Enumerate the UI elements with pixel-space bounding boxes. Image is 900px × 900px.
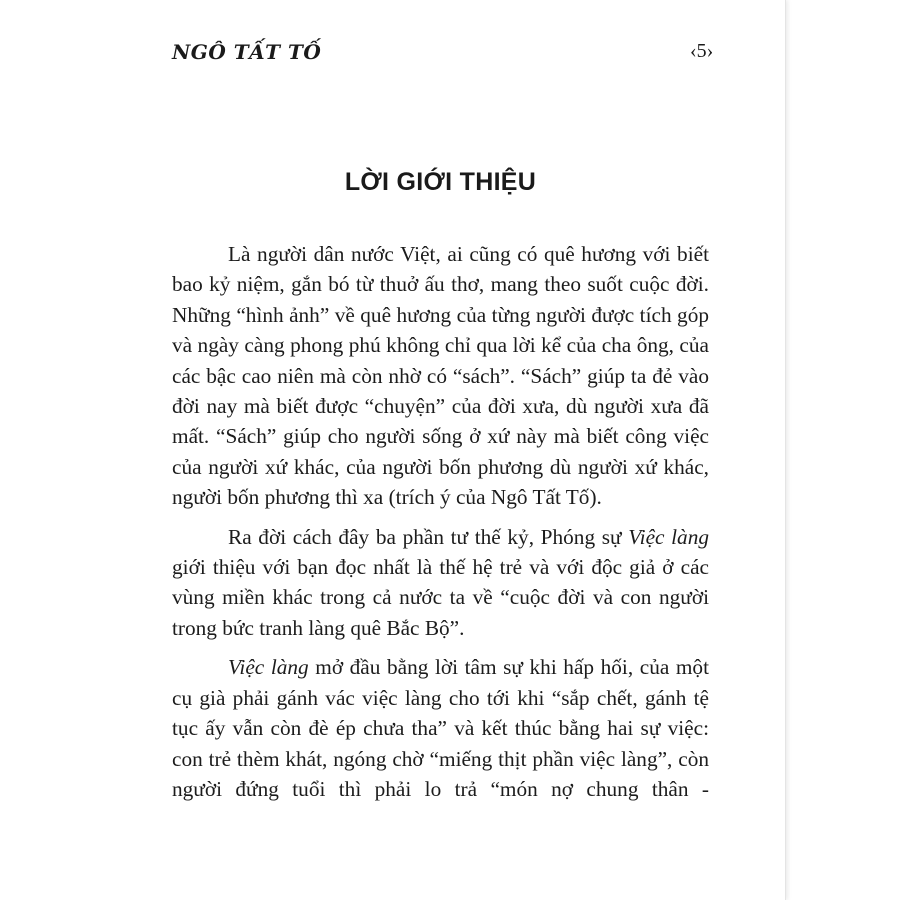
page-number: ‹5› [690,40,714,62]
paragraph-3-text: mở đầu bằng lời tâm sự khi hấp hối, của một cụ già phải gánh vác việc làng cho tới khi “sắp chết, gánh tệ tục ấy vẫn còn đè ép chưa tha” và kết thúc bằng hai sự việc: con trẻ thèm khát, ngóng chờ “miếng thịt phần việc làng”, còn người đứng tuổi thì phải lo trả “món nợ chung thân - [172,655,709,801]
paragraph-1 [172,239,709,513]
book-title-italic: Việc làng [628,524,709,549]
paragraph-3 [172,652,709,804]
running-header-author: NGÔ TẤT TỐ [172,40,322,64]
chapter-title: LỜI GIỚI THIỆU [344,168,537,196]
body-text [172,239,709,804]
paragraph-2-text-a: Ra đời cách đây ba phần tư thế kỷ, Phóng sự [228,524,629,549]
paragraph-2 [172,522,709,644]
paragraph-2-text-b: giới thiệu với bạn đọc nhất là thế hệ trẻ và với độc giả ở các vùng miền khác trong cả nước ta về “cuộc đời và con người trong bức tranh làng quê Bắc Bộ”. [172,555,709,640]
book-title-italic: Việc làng [228,655,309,680]
paragraph-1-text: Là người dân nước Việt, ai cũng có quê hương với biết bao kỷ niệm, gắn bó từ thuở ấu thơ, mang theo suốt cuộc đời. Những “hình ảnh” về quê hương của từng người được tích góp và ngày càng phong phú không chỉ qua lời kể của cha ông, của các bậc cao niên mà còn nhờ có “sách”. “Sách” giúp ta đẻ vào đời nay mà biết được “chuyện” của đời xưa, dù người xưa đã mất. “Sách” giúp cho người sống ở xứ này mà biết công việc của người xứ khác, của người bốn phương dù người xứ khác, người bốn phương thì xa (trích ý của Ngô Tất Tố). [172,242,709,510]
